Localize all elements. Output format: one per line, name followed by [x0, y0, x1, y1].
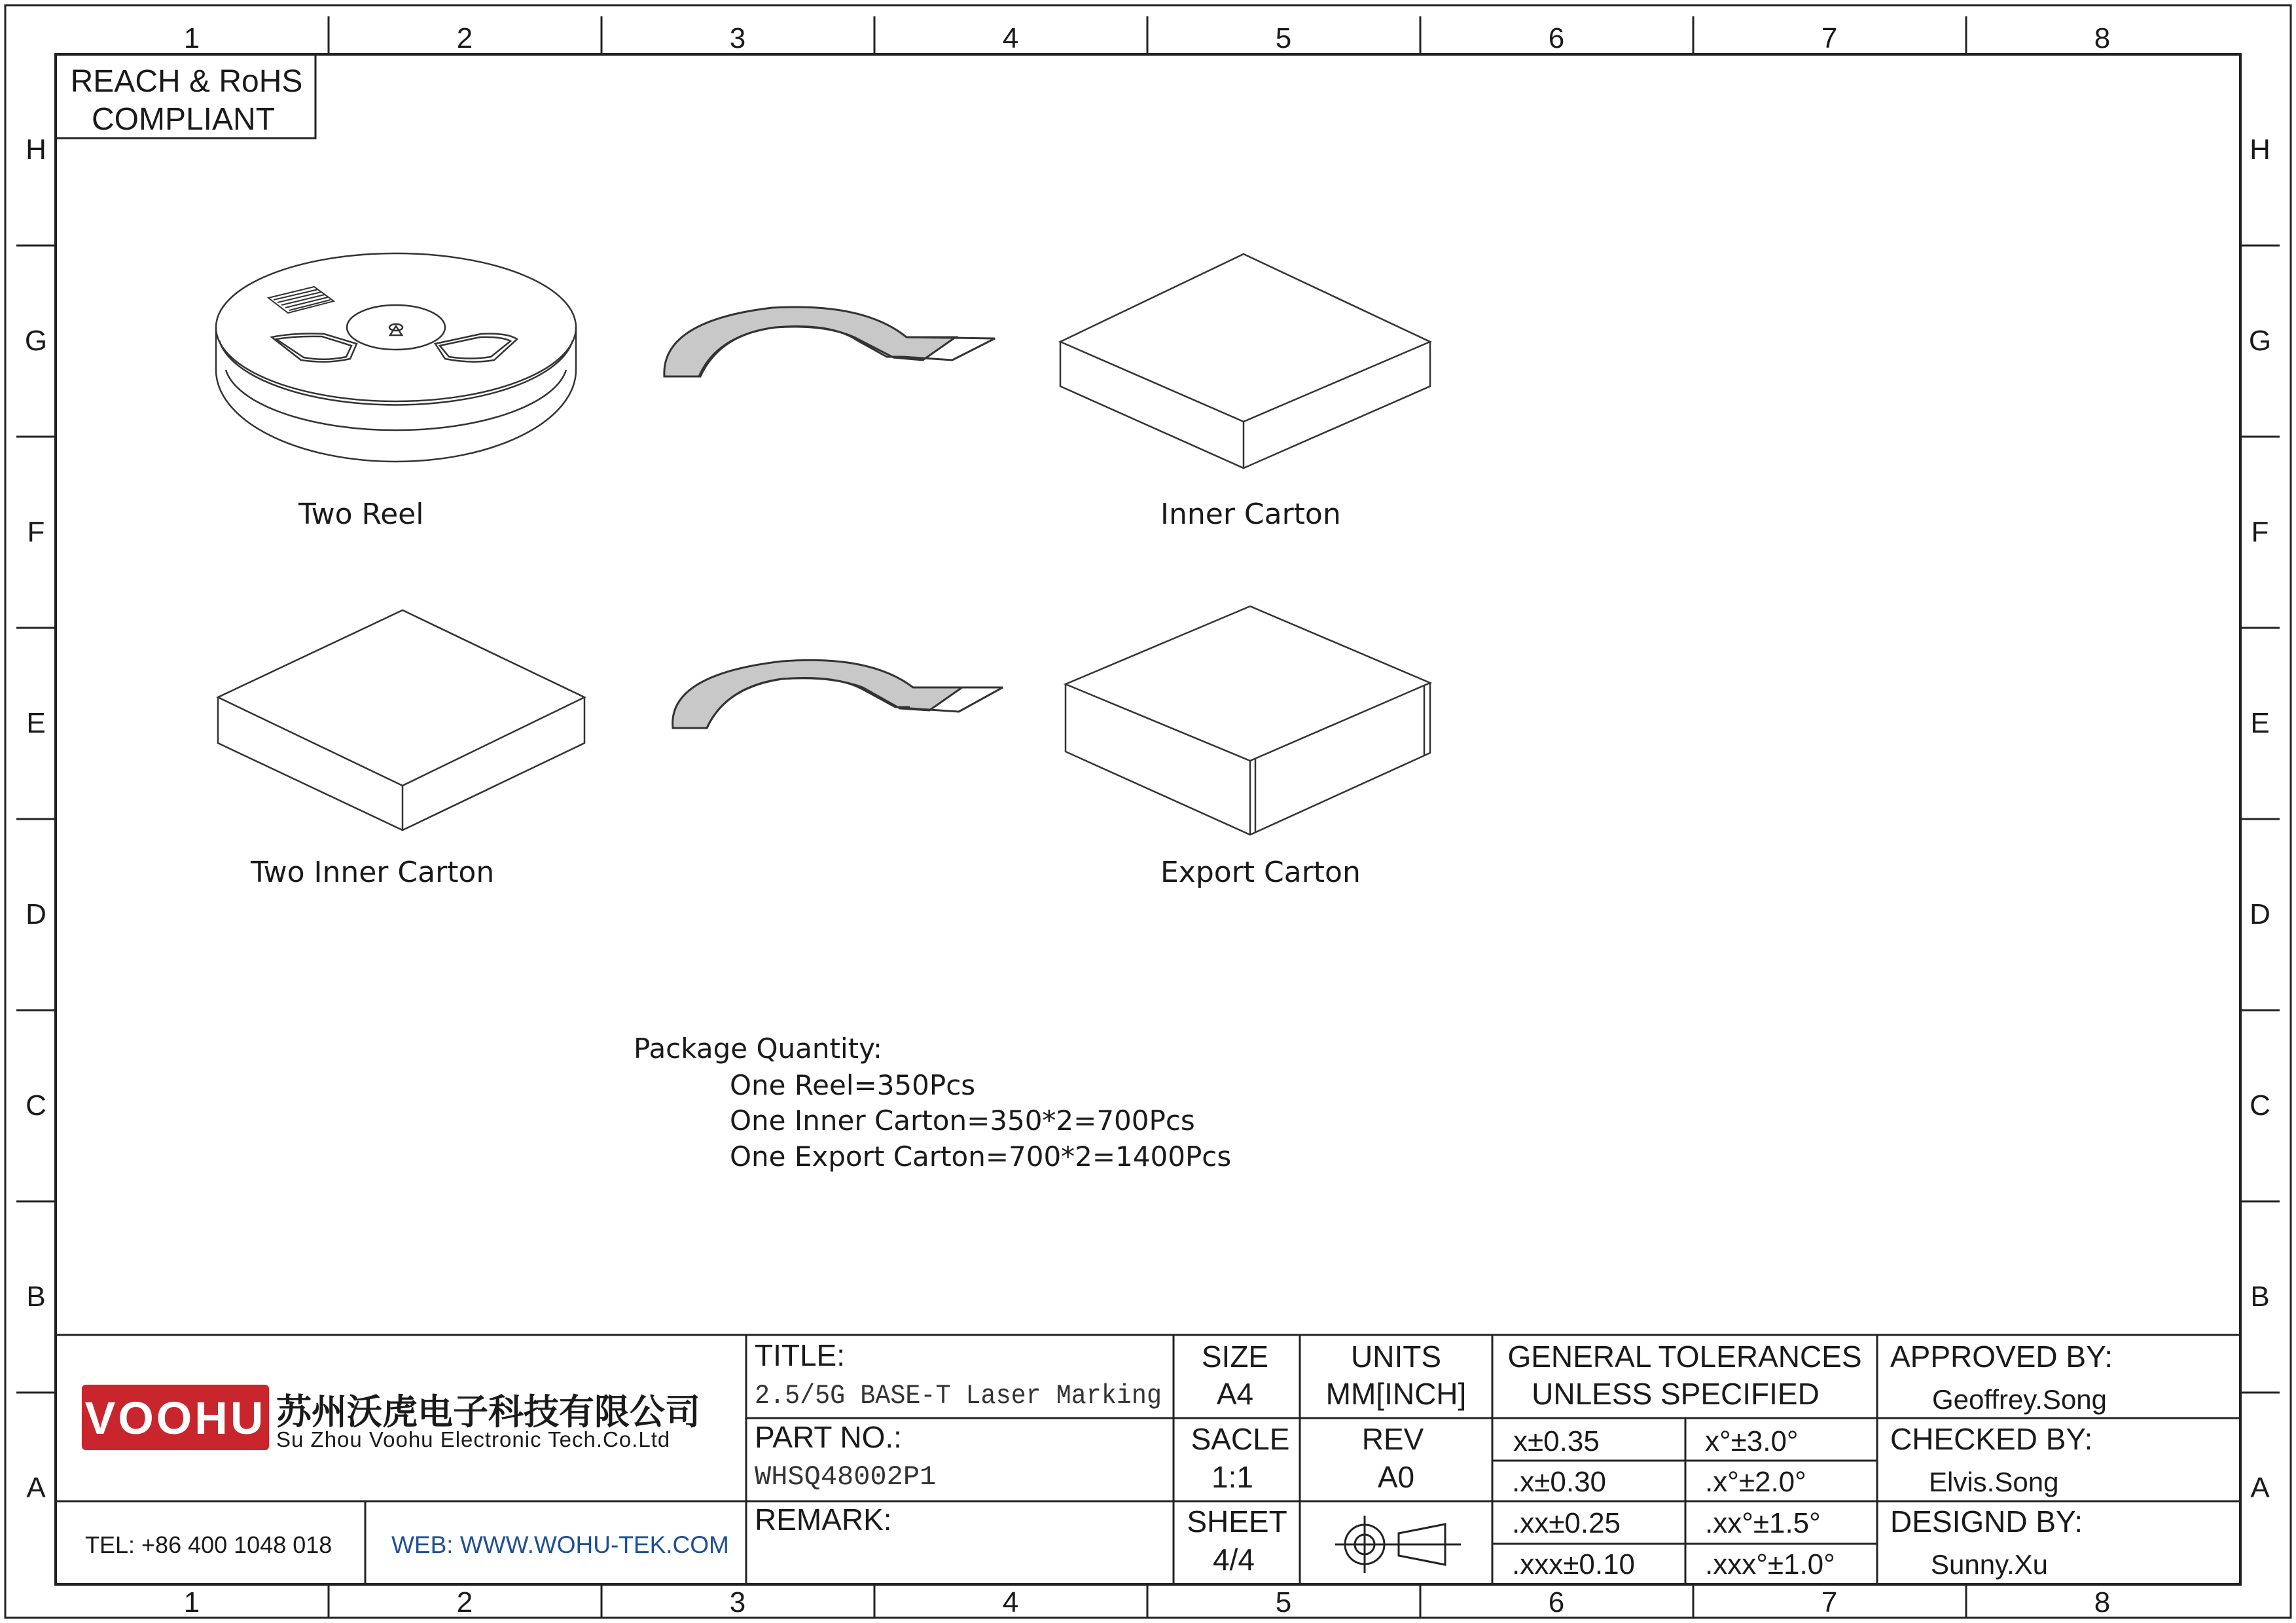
- tolerance-linear: .xxx±0.10: [1512, 1548, 1636, 1580]
- tolerance-angular: .xx°±1.5°: [1705, 1507, 1821, 1539]
- two-inner-carton-label: Two Inner Carton: [251, 856, 495, 889]
- logo-text: VOOHU: [84, 1393, 266, 1444]
- tolerance-subtitle: UNLESS SPECIFIED: [1532, 1377, 1820, 1411]
- row-label-right: B: [2250, 1281, 2270, 1313]
- row-label-right: H: [2250, 134, 2270, 166]
- part-label: PART NO.:: [755, 1420, 902, 1454]
- approved-label: APPROVED BY:: [1890, 1340, 2113, 1374]
- row-label-right: G: [2248, 325, 2272, 357]
- two-inner-carton-icon: [218, 610, 584, 830]
- checked-value: Elvis.Song: [1929, 1467, 2059, 1497]
- sheet-label: SHEET: [1187, 1504, 1287, 1539]
- approved-value: Geoffrey.Song: [1932, 1384, 2107, 1415]
- col-label-bottom: 8: [2094, 1586, 2111, 1618]
- col-label-bottom: 2: [456, 1586, 473, 1618]
- row-label-right: C: [2250, 1089, 2270, 1122]
- tolerance-linear: .xx±0.25: [1512, 1507, 1621, 1539]
- column-labels: [184, 22, 2110, 1618]
- row-label-left: C: [26, 1089, 46, 1122]
- col-label-top: 6: [1548, 22, 1565, 54]
- col-label-bottom: 4: [1002, 1586, 1019, 1618]
- view-labels: [250, 498, 1361, 889]
- package-heading: Package Quantity:: [634, 1032, 883, 1065]
- row-label-right: F: [2251, 516, 2269, 548]
- inner-carton-icon: [1060, 254, 1430, 468]
- rev-value: A0: [1377, 1460, 1415, 1494]
- tolerance-table: [1512, 1425, 1835, 1580]
- arrow-reel-to-inner-icon: [664, 307, 995, 376]
- tolerance-title: GENERAL TOLERANCES: [1507, 1340, 1862, 1374]
- col-label-top: 1: [183, 22, 200, 54]
- col-label-top: 3: [729, 22, 746, 54]
- col-label-bottom: 3: [729, 1586, 746, 1618]
- reel-label: Two Reel: [298, 498, 424, 531]
- company-name-en: Su Zhou Voohu Electronic Tech.Co.Ltd: [276, 1427, 671, 1451]
- row-label-left: D: [26, 898, 46, 930]
- compliance-line1: REACH & RoHS: [70, 64, 303, 99]
- row-label-left: G: [24, 325, 48, 357]
- col-label-bottom: 5: [1275, 1586, 1292, 1618]
- export-carton-icon: [1066, 606, 1430, 835]
- tolerance-linear: .x±0.30: [1512, 1466, 1607, 1498]
- package-quantity: [634, 1032, 1231, 1173]
- size-label: SIZE: [1201, 1340, 1269, 1374]
- package-line: One Export Carton=700*2=1400Pcs: [730, 1140, 1232, 1173]
- zone-ticks: [16, 16, 2280, 1618]
- col-label-bottom: 6: [1548, 1586, 1565, 1618]
- reel-icon: [216, 253, 576, 462]
- tel-text: TEL: +86 400 1048 018: [85, 1531, 332, 1558]
- tolerance-header: [1507, 1340, 1861, 1411]
- approvals: [1890, 1340, 2113, 1580]
- remark-label: REMARK:: [755, 1503, 892, 1537]
- tolerance-angular: .x°±2.0°: [1705, 1466, 1806, 1498]
- sheet-value: 4/4: [1213, 1542, 1255, 1577]
- title-label: TITLE:: [755, 1338, 846, 1372]
- arrow-inner-to-export-icon: [673, 660, 1003, 728]
- col-label-bottom: 1: [183, 1586, 200, 1618]
- package-line: One Reel=350Pcs: [730, 1069, 976, 1101]
- row-label-right: A: [2250, 1472, 2270, 1504]
- row-label-left: F: [27, 516, 45, 548]
- checked-label: CHECKED BY:: [1890, 1422, 2093, 1456]
- units-rev: [1326, 1340, 1467, 1494]
- size-scale-sheet: [1187, 1340, 1289, 1577]
- inner-carton-label: Inner Carton: [1160, 498, 1341, 531]
- designed-label: DESIGND BY:: [1890, 1504, 2083, 1539]
- package-line: One Inner Carton=350*2=700Pcs: [730, 1104, 1195, 1137]
- web-link[interactable]: WEB: WWW.WOHU-TEK.COM: [391, 1531, 729, 1558]
- units-value: MM[INCH]: [1325, 1377, 1467, 1411]
- tolerance-angular: x°±3.0°: [1705, 1425, 1799, 1457]
- row-label-left: H: [26, 134, 46, 166]
- col-label-top: 4: [1002, 22, 1019, 54]
- tolerance-angular: .xxx°±1.0°: [1705, 1548, 1835, 1580]
- units-label: UNITS: [1351, 1340, 1441, 1374]
- compliance-line2: COMPLIANT: [91, 102, 276, 137]
- row-label-right: E: [2250, 707, 2270, 739]
- tolerance-linear: x±0.35: [1513, 1425, 1600, 1457]
- designed-value: Sunny.Xu: [1931, 1549, 2049, 1580]
- row-label-right: D: [2250, 898, 2270, 930]
- row-label-left: B: [26, 1281, 46, 1313]
- projection-symbol-icon: [1335, 1516, 1461, 1573]
- part-value: WHSQ48002P1: [755, 1461, 937, 1493]
- company-logo: [82, 1385, 700, 1451]
- size-value: A4: [1216, 1377, 1254, 1411]
- drawing-frame: [5, 5, 2291, 1618]
- row-label-left: E: [26, 707, 46, 739]
- scale-value: 1:1: [1211, 1460, 1253, 1494]
- col-label-top: 8: [2094, 22, 2111, 54]
- rev-label: REV: [1361, 1422, 1424, 1456]
- title-value: 2.5/5G BASE-T Laser Marking: [755, 1380, 1162, 1412]
- col-label-top: 5: [1275, 22, 1292, 54]
- col-label-top: 2: [456, 22, 473, 54]
- company-name-cn: 苏州沃虎电子科技有限公司: [276, 1393, 700, 1432]
- col-label-top: 7: [1821, 22, 1838, 54]
- col-label-bottom: 7: [1821, 1586, 1838, 1618]
- compliance-box: [56, 54, 315, 138]
- row-labels: [25, 134, 2271, 1504]
- scale-label: SACLE: [1191, 1422, 1290, 1456]
- row-label-left: A: [26, 1472, 46, 1504]
- export-carton-label: Export Carton: [1160, 856, 1361, 889]
